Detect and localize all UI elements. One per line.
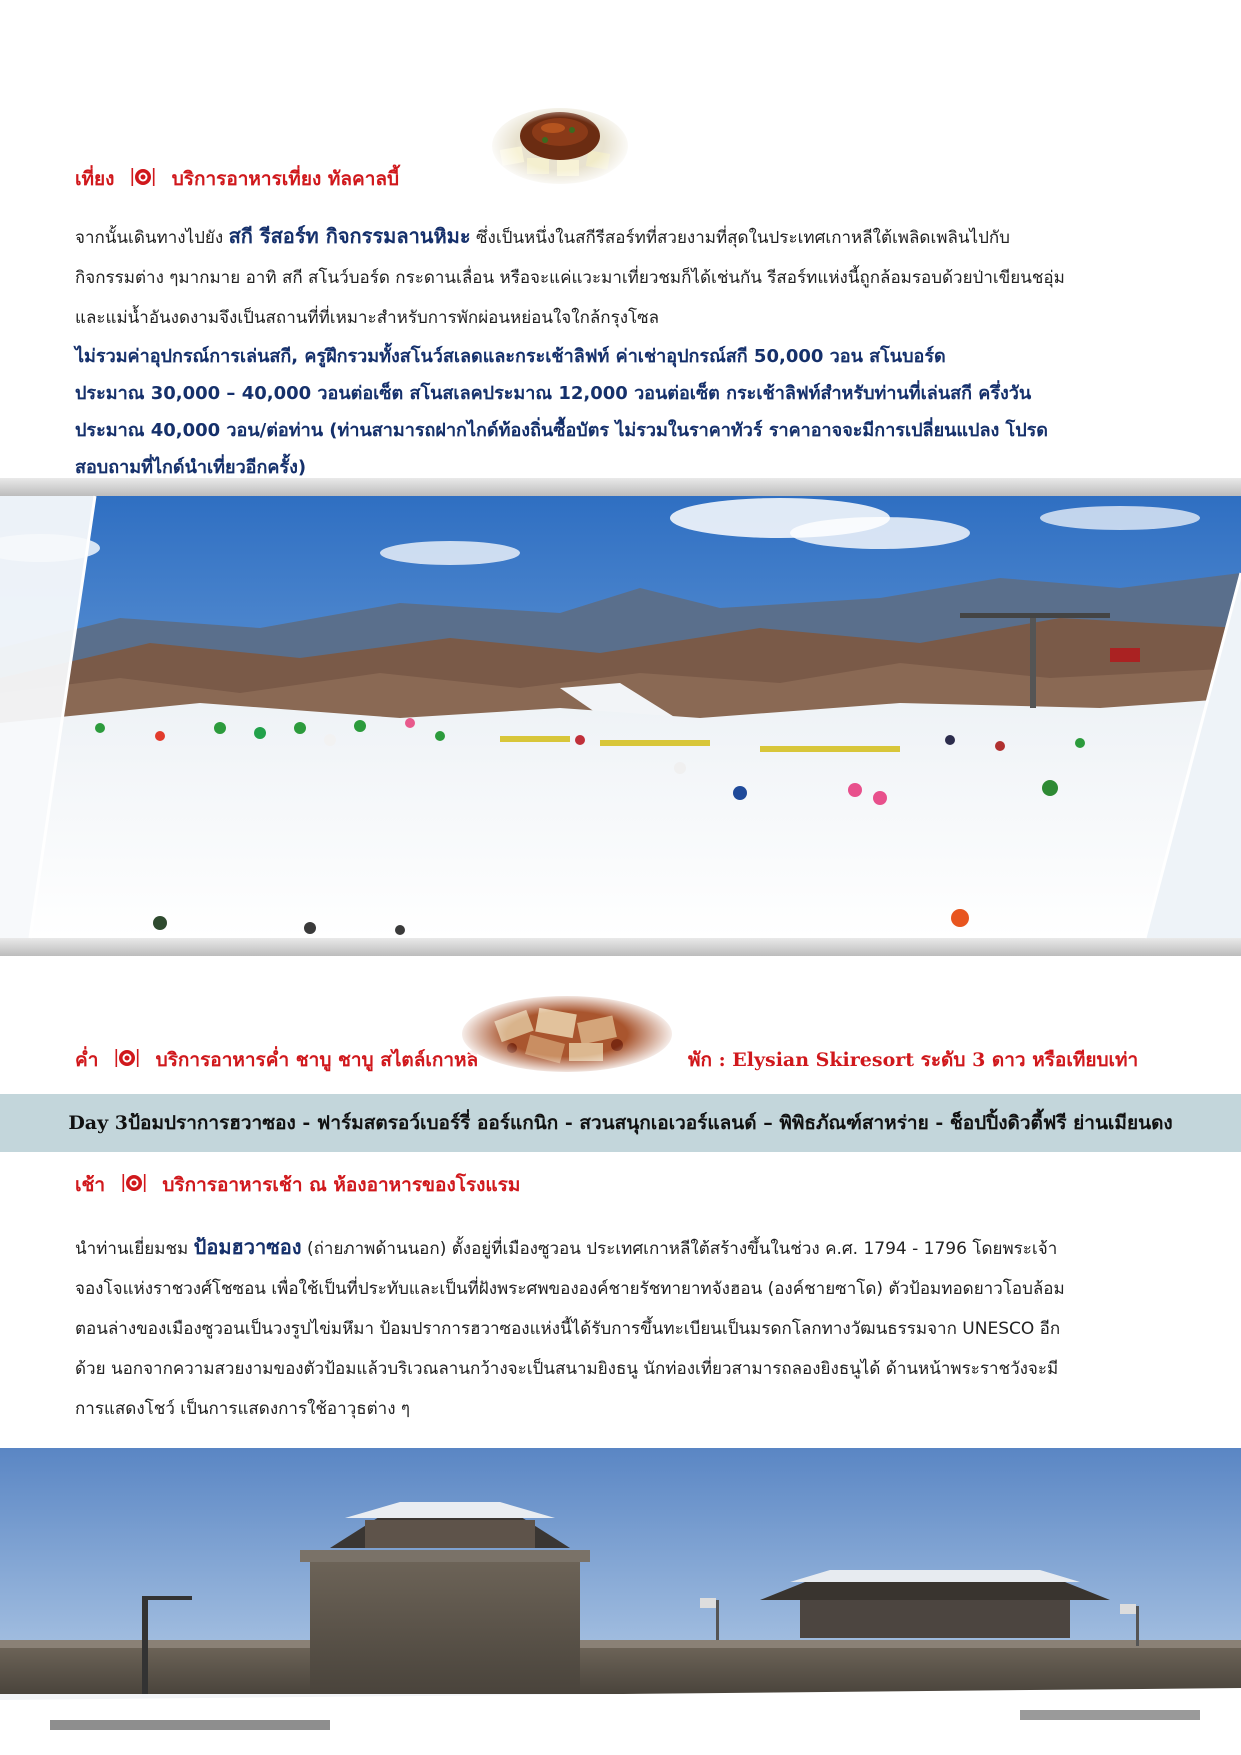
ski-line3: และแม่น้ำอันงดงามจึงเป็นสถานที่ที่เหมาะสำหรับการพักผ่อนหย่อนใจใกล้กรุงโซล [75,308,660,328]
day3-title: Day 3ป้อมปราการฮวาซอง - ฟาร์มสตรอว์เบอร์รี่ ออร์แกนิก - สวนสนุกเอเวอร์แลนด์ – พิพิธภัณฑ์สาหร่าย - ช็อปปิ้งดิวตี้ฟรี ย่านเมียนดง [68,1112,1173,1134]
dish-icon [122,1172,146,1194]
fortress-line1-rest: (ถ่ายภาพด้านนอก) ตั้งอยู่ที่เมืองซูวอน ประเทศเกาหลีใต้สร้างขึ้นในช่วง ค.ศ. 1794 - 1796 โดยพระเจ้า [306,1239,1058,1259]
fortress-photo [0,1448,1241,1755]
dinner-text: บริการอาหารค่ำ ชาบู ชาบู สไตล์เกาหลี [155,1049,479,1071]
breakfast-line [75,1170,520,1200]
food-photo [457,993,677,1075]
fortress-highlight: ป้อมฮวาซอง [193,1235,302,1259]
fortress-intro: นำท่านเยี่ยมชม [75,1239,189,1259]
ski-resort-paragraph [75,216,1175,338]
hotel-info: พัก : Elysian Skiresort ระดับ 3 ดาว หรือเทียบเท่า [688,1049,1139,1071]
notice-line3: ประมาณ 40,000 วอน/ต่อท่าน (ท่านสามารถฝากไกด์ท้องถิ่นซื้อบัตร ไม่รวมในราคาทัวร์ ราคาอาจจะมีการเปลี่ยนแปลง โปรด [75,420,1048,441]
lunch-text: บริการอาหารเที่ยง ทัลคาลบี้ [171,168,400,190]
ski-intro: จากนั้นเดินทางไปยัง [75,228,224,248]
lunch-label: เที่ยง [75,168,115,190]
fortress-line3: ตอนล่างของเมืองซูวอนเป็นวงรูปไข่มหึมา ป้อมปราการฮวาซองแห่งนี้ได้รับการขึ้นทะเบียนเป็นมรดกโลกทางวัฒนธรรมจาก UNESCO อีก [75,1319,1061,1339]
breakfast-text: บริการอาหารเช้า ณ ห้องอาหารของโรงแรม [162,1174,521,1196]
ski-line2: กิจกรรมต่าง ๆมากมาย อาทิ สกี สโนว์บอร์ด กระดานเลื่อน หรือจะแค่แวะมาเที่ยวชมก็ได้เช่นกัน รีสอร์ทแห่งนี้ถูกล้อมรอบด้วยป่าเขียนชอุ่ม [75,268,1065,288]
lunch-line [75,164,399,194]
fortress-line5: การแสดงโชว์ เป็นการแสดงการใช้อาวุธต่าง ๆ [75,1399,411,1419]
notice-line2: ประมาณ 30,000 – 40,000 วอนต่อเซ็ต สโนสเลคประมาณ 12,000 วอนต่อเซ็ต กระเช้าลิฟท์สำหรับท่านที่เล่นสกี ครึ่งวัน [75,383,1032,404]
dinner-line [75,1045,478,1075]
notice-line4: สอบถามที่ไกด์นำเที่ยวอีกครั้ง) [75,457,307,478]
equipment-notice [75,338,1175,486]
dinner-label: ค่ำ [75,1049,99,1071]
notice-line1: ไม่รวมค่าอุปกรณ์การเล่นสกี, ครูฝึกรวมทั้งสโนว์สเลดและกระเช้าลิฟท์ ค่าเช่าอุปกรณ์สกี 50,000 วอน สโนบอร์ด [75,346,946,367]
fortress-line4: ด้วย นอกจากความสวยงามของตัวป้อมแล้วบริเวณลานกว้างจะเป็นสนามยิงธนู นักท่องเที่ยวสามารถลองยิงธนูได้ ด้านหน้าพระราชวังจะมี [75,1359,1059,1379]
fortress-line2: จองโจแห่งราชวงศ์โชซอน เพื่อใช้เป็นที่ประทับและเป็นที่ฝังพระศพขององค์ชายรัชทายาทจังฮอน (องค์ชายซาโด) ตัวป้อมทอดยาวโอบล้อม [75,1279,1065,1299]
food-photo [487,100,633,188]
ski-resort-highlight: สกี รีสอร์ท กิจกรรมลานหิมะ [228,224,471,248]
fortress-paragraph [75,1227,1175,1429]
dish-icon [131,166,155,188]
ski-line1-rest: ซึ่งเป็นหนึ่งในสกีรีสอร์ทที่สวยงามที่สุดในประเทศเกาหลีใต้เพลิดเพลินไปกับ [476,228,1010,248]
day3-title-bar [0,1094,1241,1152]
dish-icon [115,1047,139,1069]
breakfast-label: เช้า [75,1174,106,1196]
ski-slope-photo [0,478,1241,956]
